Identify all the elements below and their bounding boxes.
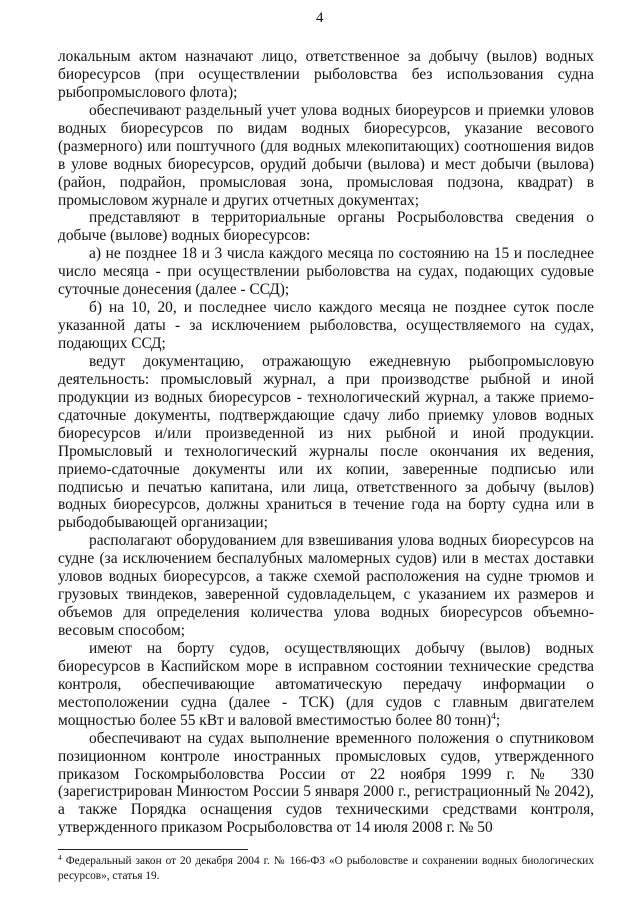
- footnote-reference: 4: [491, 711, 496, 722]
- paragraph-reporting: представляют в территориальные органы Росрыболовства сведения о добыче (вылове) водных биоресурсов:: [58, 209, 594, 245]
- footnote: [58, 854, 594, 883]
- paragraph-item-a: а) не позднее 18 и 3 числа каждого месяца по состоянию на 15 и последнее число месяца - при осуществлении рыболовства на судах, подающих судовые суточные донесения (далее - ССД);: [58, 245, 594, 299]
- paragraph-local-act: локальным актом назначают лицо, ответственное за добычу (вылов) водных биоресурсов (при осуществлении рыболовства без использования судна рыбопромыслового флота);: [58, 48, 594, 101]
- paragraph-tsk-text: имеют на борту судов, осуществляющих добычу (вылов) водных биоресурсов в Каспийском море в исправном состоянии технические средства контроля, обеспечивающие автоматическую передачу информации о местоположении судна (далее - ТСК) (для судов с главным двигателем мощностью более 55 кВт и валовой вместимостью более 80 тонн): [58, 639, 594, 729]
- footnote-reference-tail: ;: [495, 711, 501, 729]
- paragraph-item-b: б) на 10, 20, и последнее число каждого месяца не позднее суток после указанной даты - за исключением рыболовства, осуществляемого на судах, подающих ССД;: [58, 299, 594, 352]
- page-number: 4: [316, 10, 324, 26]
- paragraph-separate-accounting: обеспечивают раздельный учет улова водных биореурсов и приемки уловов водных биоресурсов по видам водных биоресурсов, указание весового (размерного) или поштучного (для водных млекопитающих) соотношения видов в улове водных биоресурсов, орудий добычи (вылова) и мест добычи (вылова) (район, подрайон, промысловая зона, промысловая подзона, квадрат) в промысловом журнале и других отчетных документах;: [58, 101, 594, 209]
- footnote-text: Федеральный закон от 20 декабря 2004 г. № 166-ФЗ «О рыболовстве и сохранении водных биологических ресурсов», статья 19.: [58, 855, 595, 882]
- paragraph-weighing-equipment: располагают оборудованием для взвешивания улова водных биоресурсов на судне (за исключением беспалубных маломерных судов) или в местах доставки уловов водных биоресурсов, а также схемой расположения на судне трюмов и грузовых твиндеков, заверенной судовладельцем, с указанием их размеров и объемов для определения количества улова водных биоресурсов объемно-весовым способом;: [58, 532, 594, 639]
- footnote-marker: 4: [58, 853, 62, 862]
- footnote-divider: [58, 849, 248, 850]
- document-body: [58, 48, 594, 837]
- paragraph-documentation: ведут документацию, отражающую ежедневную рыбопромысловую деятельность: промысловый журнал, а при производстве рыбной и иной продукции из водных биоресурсов - технологический журнал, а также приемо-сдаточные документы, подтверждающие сдачу либо приемку уловов водных биоресурсов и/или произведенной из них рыбной и иной продукции. Промысловый и технологический журналы после окончания их ведения, приемо-сдаточные документы или их копии, заверенные подписью или подписью и печатью капитана, или лица, ответственного за добычу (вылов) водных биоресурсов, должны храниться в течение года на борту судна или в рыбодобывающей организации;: [58, 352, 594, 532]
- paragraph-tsk-equipment: [58, 640, 594, 730]
- paragraph-satellite-control: обеспечивают на судах выполнение временного положения о спутниковом позиционном контроле иностранных промысловых судов, утвержденного приказом Госкомрыболовства России от 22 ноября 1999 г. № 330 (зарегистрирован Минюстом России 5 января 2000 г., регистрационный № 2042), а также Порядка оснащения судов техническими средствами контроля, утвержденного приказом Росрыболовства от 14 июля 2008 г. № 50: [58, 729, 594, 837]
